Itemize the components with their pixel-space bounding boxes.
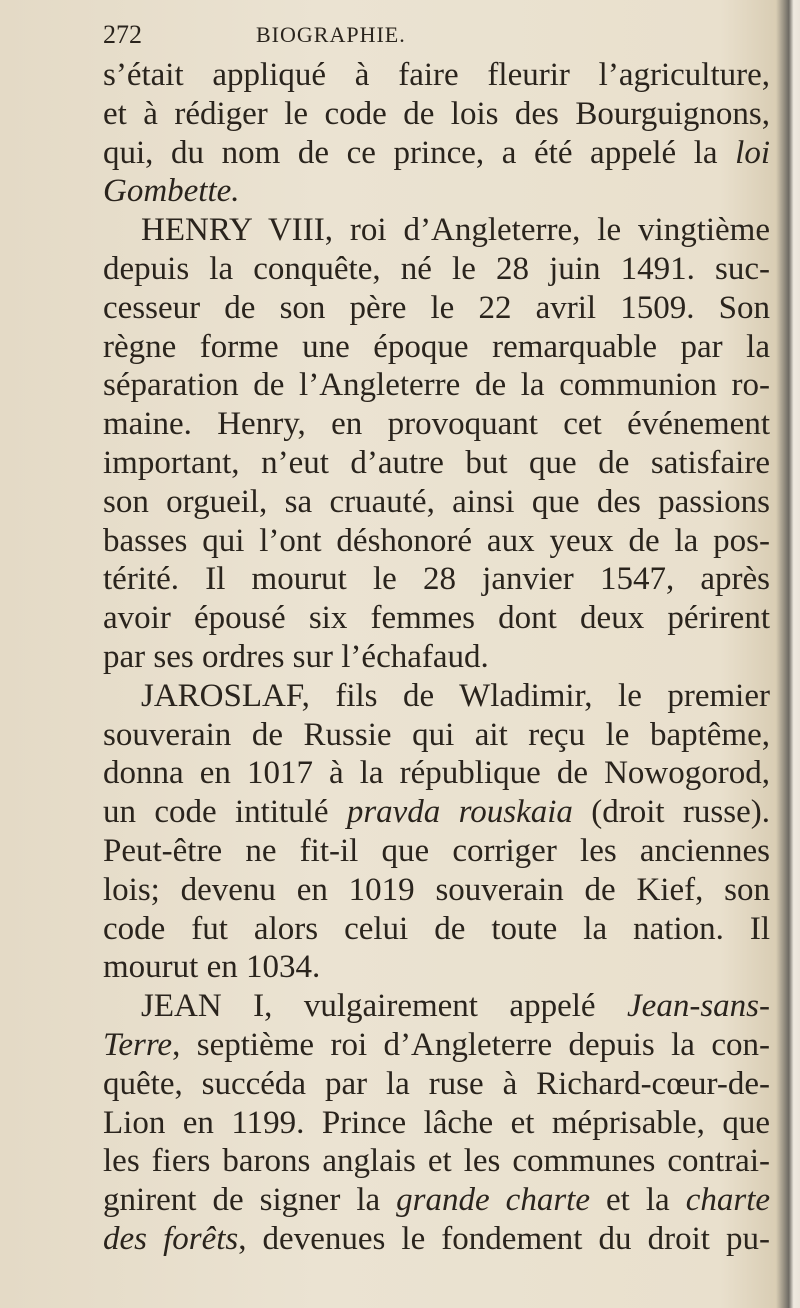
text-segment: s’était appliqué à faire fleurir l’agriculture,: [103, 57, 770, 93]
text-segment: séparation de l’Angleterre de la communion ro-: [103, 367, 770, 404]
text-segment: son orgueil, sa cruauté, ainsi que des passions: [103, 483, 770, 520]
text-line: [103, 599, 770, 638]
text-segment: et à rédiger le code de lois des Bourguignons,: [103, 95, 770, 132]
text-segment: , devenues le fondement du droit pu-: [238, 1220, 770, 1257]
page-body-text: [103, 56, 770, 1259]
text-line: [103, 910, 770, 949]
text-segment: (droit russe).: [572, 794, 770, 831]
page-header: [103, 20, 770, 56]
text-line: [103, 832, 770, 871]
text-segment: donna en 1017 à la république de Nowogorod,: [103, 755, 770, 792]
running-title: BIOGRAPHIE.: [256, 22, 406, 47]
text-line: [103, 871, 770, 910]
text-line: [103, 987, 770, 1026]
italic-text: loi: [735, 134, 770, 171]
text-segment: règne forme une époque remarquable par la: [103, 328, 770, 365]
text-segment: mourut en 1034.: [103, 949, 321, 986]
text-line: [103, 211, 770, 250]
text-segment: HENRY VIII, roi d’Angleterre, le vingtième: [141, 212, 770, 249]
text-line: [103, 1065, 770, 1104]
text-segment: , septième roi d’Angleterre depuis la con-: [172, 1026, 770, 1063]
text-segment: important, n’eut d’autre but que de satisfaire: [103, 444, 770, 481]
text-line: [103, 1026, 770, 1065]
italic-text: charte: [685, 1182, 771, 1219]
text-line: [103, 1104, 770, 1143]
text-line: [103, 250, 770, 289]
text-segment: un code intitulé: [103, 794, 347, 831]
text-line: [103, 289, 770, 328]
text-line: [103, 522, 770, 561]
text-segment: Lion en 1199. Prince lâche et méprisable, que: [103, 1104, 770, 1141]
text-segment: maine. Henry, en provoquant cet événement: [103, 406, 770, 443]
italic-text: grande charte: [396, 1182, 590, 1219]
text-segment: cesseur de son père le 22 avril 1509. Son: [103, 289, 770, 326]
text-segment: basses qui l’ont déshonoré aux yeux de la pos-: [103, 522, 770, 559]
italic-text: pravda rouskaia: [346, 794, 573, 831]
text-line: [103, 444, 770, 483]
page-number: 272: [103, 20, 142, 49]
text-segment: qui, du nom de ce prince, a été appelé la: [103, 134, 736, 171]
text-segment: JAROSLAF, fils de Wladimir, le premier: [141, 677, 770, 714]
text-line: [103, 1181, 770, 1220]
text-segment: quête, succéda par la ruse à Richard-cœur-de-: [103, 1065, 770, 1102]
text-line: [103, 716, 770, 755]
text-line: [103, 677, 770, 716]
text-line: [103, 405, 770, 444]
text-line: [103, 638, 770, 677]
text-line: [103, 328, 770, 367]
text-line: [103, 1142, 770, 1181]
italic-text: Terre: [103, 1026, 173, 1063]
text-segment: et la: [590, 1182, 686, 1219]
text-line: [103, 1220, 770, 1259]
text-line: [103, 56, 770, 95]
text-line: [103, 134, 770, 173]
text-line: [103, 793, 770, 832]
text-segment: code fut alors celui de toute la nation. Il: [103, 910, 770, 947]
text-line: [103, 95, 770, 134]
italic-text: des forêts: [103, 1220, 239, 1257]
text-segment: les fiers barons anglais et les communes contrai-: [103, 1143, 770, 1180]
text-segment: térité. Il mourut le 28 janvier 1547, après: [103, 561, 770, 598]
text-line: [103, 948, 770, 987]
italic-text: Jean-sans-: [627, 988, 770, 1025]
text-line: [103, 172, 770, 211]
text-segment: souverain de Russie qui ait reçu le baptême,: [103, 716, 770, 753]
text-segment: JEAN I, vulgairement appelé: [141, 988, 628, 1025]
text-line: [103, 483, 770, 522]
text-segment: par ses ordres sur l’échafaud.: [103, 638, 489, 675]
text-segment: depuis la conquête, né le 28 juin 1491. suc-: [103, 250, 770, 287]
text-segment: avoir épousé six femmes dont deux périrent: [103, 600, 770, 637]
text-segment: lois; devenu en 1019 souverain de Kief, son: [103, 871, 770, 908]
text-segment: Peut-être ne fit-il que corriger les anciennes: [103, 832, 770, 869]
italic-text: Gombette.: [103, 173, 240, 210]
text-line: [103, 366, 770, 405]
text-segment: gnirent de signer la: [103, 1182, 397, 1219]
text-line: [103, 560, 770, 599]
text-line: [103, 754, 770, 793]
